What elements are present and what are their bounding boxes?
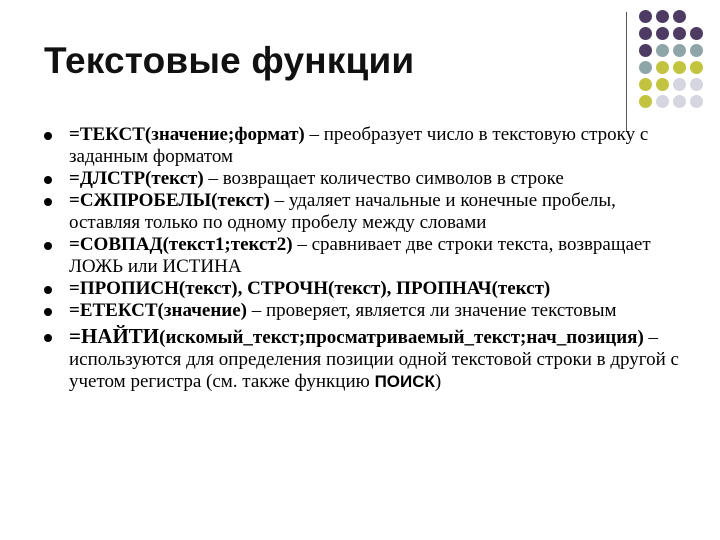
decorative-dot [673, 27, 686, 40]
function-name: =НАЙТИ [69, 324, 160, 348]
decorative-dot [673, 95, 686, 108]
function-description: – преобразует число в текстовую строку с заданным форматом [69, 124, 649, 167]
decorative-dot [690, 78, 703, 91]
function-description: – сравнивает две строки текста, возвращает ЛОЖЬ или ИСТИНА [69, 234, 651, 277]
decorative-dot [690, 27, 703, 40]
decorative-dot [639, 44, 652, 57]
decorative-dot [639, 10, 652, 23]
bullet-list [44, 124, 684, 393]
decorative-dot [690, 44, 703, 57]
decorative-dot [673, 61, 686, 74]
decorative-dot [656, 10, 669, 23]
function-name: =ТЕКСТ(значение;формат) [69, 124, 305, 145]
list-item [44, 278, 684, 300]
function-name: =ЕТЕКСТ(значение) [69, 300, 247, 321]
decorative-dot [656, 78, 669, 91]
list-item [44, 325, 684, 393]
function-description: – используются для определения позиции одной текстовой строки в другой с учетом регистра (см. также функцию [69, 327, 679, 392]
function-name: =ДЛСТР(текст) [69, 168, 204, 189]
list-item [44, 168, 684, 190]
bullet-icon [44, 308, 52, 316]
function-reference: ПОИСК [374, 372, 435, 391]
bullet-icon [44, 334, 52, 342]
bullet-icon [44, 242, 52, 250]
decorative-dot [639, 78, 652, 91]
function-args: (искомый_текст;просматриваемый_текст;нач_позиция) [159, 327, 644, 348]
function-name: =СЖПРОБЕЛЫ(текст) [69, 190, 270, 211]
decorative-dot [690, 61, 703, 74]
slide-title: Текстовые функции [44, 40, 415, 81]
list-item [44, 124, 684, 168]
function-name: =ПРОПИСН(текст), СТРОЧН(текст), ПРОПНАЧ(текст) [69, 278, 551, 299]
decorative-dot [656, 61, 669, 74]
decorative-dot [690, 95, 703, 108]
decorative-dot [673, 10, 686, 23]
decorative-dot [673, 78, 686, 91]
function-description: – проверяет, является ли значение текстовым [247, 300, 617, 321]
decorative-dot [656, 27, 669, 40]
function-description: – удаляет начальные и конечные пробелы, оставляя только по одному пробелу между словами [69, 190, 616, 233]
bullet-icon [44, 198, 52, 206]
decorative-divider [626, 12, 627, 132]
function-description-end: ) [434, 371, 442, 392]
decorative-dot [639, 27, 652, 40]
decorative-dot [656, 44, 669, 57]
list-item [44, 190, 684, 234]
bullet-icon [44, 176, 52, 184]
function-description: – возвращает количество символов в строке [203, 168, 564, 189]
decorative-dot [639, 95, 652, 108]
bullet-icon [44, 132, 52, 140]
list-item [44, 234, 684, 278]
decorative-dot [639, 61, 652, 74]
function-name: =СОВПАД(текст1;текст2) [69, 234, 293, 255]
decorative-dot [673, 44, 686, 57]
decorative-dot [656, 95, 669, 108]
list-item [44, 300, 684, 322]
bullet-icon [44, 286, 52, 294]
decorative-dot-grid [639, 10, 720, 110]
